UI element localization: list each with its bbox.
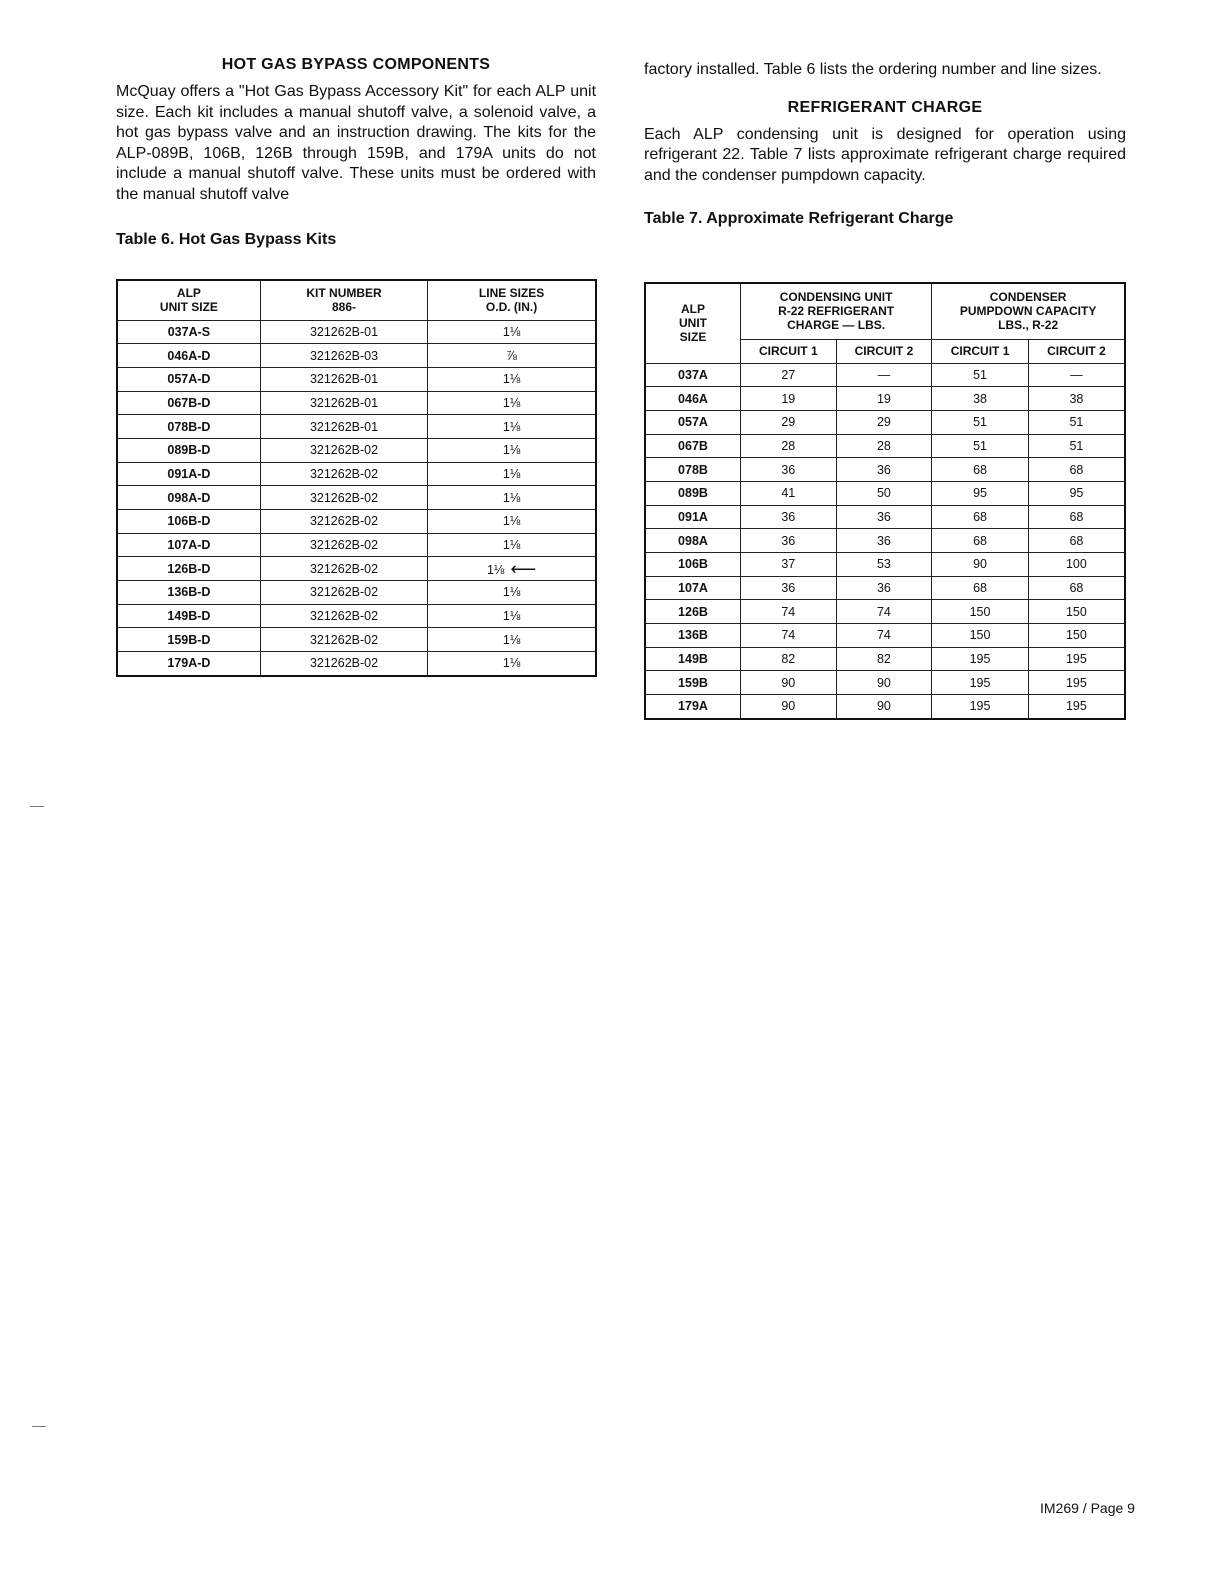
pump-c2-cell: 68: [1028, 458, 1125, 482]
header-text: 886-: [332, 300, 357, 315]
charge-c2-cell: 36: [836, 458, 932, 482]
refrigerant-charge-heading: REFRIGERANT CHARGE: [787, 98, 983, 116]
unit-cell: 159B: [645, 671, 740, 695]
hot-gas-bypass-heading: HOT GAS BYPASS COMPONENTS: [221, 56, 491, 73]
charge-c1-cell: 41: [740, 481, 836, 505]
charge-c2-cell: 74: [836, 600, 932, 624]
charge-c1-cell: 36: [740, 529, 836, 553]
kit-cell: 321262B-01: [260, 320, 427, 344]
paragraph-line: refrigerant 22. Table 7 lists approximate refrigerant charge: [644, 146, 1062, 163]
kit-cell: 321262B-01: [260, 391, 427, 415]
charge-c2-cell: 36: [836, 529, 932, 553]
table7-header-circuit1-pump: CIRCUIT 1: [932, 339, 1029, 363]
header-text: UNIT: [678, 316, 707, 331]
kit-cell: 321262B-02: [260, 557, 427, 581]
header-text: CHARGE — LBS.: [787, 318, 886, 333]
charge-c2-cell: 29: [836, 410, 932, 434]
unit-cell: 126B-D: [117, 557, 260, 581]
header-text: UNIT SIZE: [159, 300, 218, 315]
unit-cell: 046A: [645, 387, 740, 411]
unit-cell: 067B: [645, 434, 740, 458]
table-row: [117, 557, 596, 581]
kit-cell: 321262B-01: [260, 415, 427, 439]
size-cell: 1⅛: [428, 415, 596, 439]
kit-cell: 321262B-02: [260, 486, 427, 510]
table-row: [645, 600, 1125, 624]
charge-c1-cell: 19: [740, 387, 836, 411]
table7-header-pumpdown: [932, 283, 1125, 339]
charge-c1-cell: 82: [740, 647, 836, 671]
charge-c1-cell: 29: [740, 410, 836, 434]
pump-c2-cell: 51: [1028, 410, 1125, 434]
table-row: [645, 481, 1125, 505]
table-row: [645, 434, 1125, 458]
paragraph-line: McQuay offers a "Hot Gas Bypass Accessory Kit" for each: [116, 83, 532, 100]
pump-c2-cell: 150: [1028, 600, 1125, 624]
paragraph-line: Each ALP condensing unit is designed for operation using: [644, 125, 1126, 143]
table-row: [645, 695, 1125, 719]
header-text: O.D. (IN.): [485, 300, 538, 315]
size-cell: 1⅛: [428, 438, 596, 462]
size-cell: 1⅛: [428, 581, 596, 605]
charge-c1-cell: 90: [740, 695, 836, 719]
charge-c2-cell: 50: [836, 481, 932, 505]
charge-c1-cell: 36: [740, 576, 836, 600]
kit-cell: 321262B-02: [260, 604, 427, 628]
unit-cell: 067B-D: [117, 391, 260, 415]
table-row: [645, 505, 1125, 529]
table-row: [117, 581, 596, 605]
header-text: ALP: [680, 302, 705, 317]
unit-cell: 078B: [645, 458, 740, 482]
table-row: [117, 438, 596, 462]
paragraph-line: drawing. The kits for the ALP-089B, 106B, 126B through: [116, 124, 596, 162]
header-text: PUMPDOWN CAPACITY: [959, 304, 1097, 319]
unit-cell: 106B: [645, 553, 740, 577]
size-cell: 1⅛: [428, 604, 596, 628]
kit-cell: 321262B-02: [260, 462, 427, 486]
table-row: [117, 628, 596, 652]
unit-cell: 037A: [645, 363, 740, 387]
table6-header-unit: [117, 280, 260, 320]
size-cell: 1⅛: [428, 533, 596, 557]
pump-c2-cell: 95: [1028, 481, 1125, 505]
pump-c1-cell: 51: [932, 434, 1029, 458]
unit-cell: 126B: [645, 600, 740, 624]
size-cell: ⅞: [428, 344, 596, 368]
pump-c2-cell: —: [1028, 363, 1125, 387]
table-row: [117, 652, 596, 676]
table-row: [117, 391, 596, 415]
scan-artifact: [32, 1426, 46, 1427]
unit-cell: 037A-S: [117, 320, 260, 344]
table7-header-row: [645, 283, 1125, 339]
table7-header-circuit2-pump: CIRCUIT 2: [1028, 339, 1125, 363]
unit-cell: 136B-D: [117, 581, 260, 605]
arrow-left-icon: ⟵: [510, 558, 537, 579]
table7-title: Table 7. Approximate Refrigerant Charge: [644, 210, 954, 227]
table-row: [117, 320, 596, 344]
table-row: [645, 458, 1125, 482]
table7-header-condensing: [740, 283, 931, 339]
kit-cell: 321262B-01: [260, 367, 427, 391]
table-row: [117, 462, 596, 486]
charge-c1-cell: 90: [740, 671, 836, 695]
charge-c1-cell: 74: [740, 624, 836, 648]
size-cell: 1⅛: [428, 462, 596, 486]
unit-cell: 106B-D: [117, 510, 260, 534]
table6-title: Table 6. Hot Gas Bypass Kits: [116, 231, 337, 248]
charge-c2-cell: 90: [836, 671, 932, 695]
paragraph-line: required and the condenser pumpdown capacity.: [644, 146, 1126, 184]
right-column: [644, 56, 1126, 228]
pump-c2-cell: 38: [1028, 387, 1125, 411]
paragraph-line: sizes.: [1060, 61, 1102, 78]
header-text: CONDENSER: [989, 290, 1067, 305]
paragraph-line: ALP unit size. Each kit includes a manual shutoff valve, a: [116, 83, 597, 121]
pump-c2-cell: 195: [1028, 647, 1125, 671]
charge-c1-cell: 37: [740, 553, 836, 577]
unit-cell: 098A-D: [117, 486, 260, 510]
size-value: 1⅛: [486, 562, 505, 577]
kit-cell: 321262B-02: [260, 438, 427, 462]
table-row: [645, 387, 1125, 411]
pump-c1-cell: 68: [932, 529, 1029, 553]
size-cell: 1⅛: [428, 367, 596, 391]
kit-cell: 321262B-02: [260, 628, 427, 652]
unit-cell: 078B-D: [117, 415, 260, 439]
pump-c1-cell: 195: [932, 671, 1029, 695]
table-row: [117, 604, 596, 628]
unit-cell: 107A-D: [117, 533, 260, 557]
kit-cell: 321262B-02: [260, 533, 427, 557]
header-text: ALP: [176, 286, 201, 301]
pump-c2-cell: 195: [1028, 671, 1125, 695]
pump-c1-cell: 68: [932, 458, 1029, 482]
header-text: LINE SIZES: [478, 286, 545, 301]
table7-header-circuit2: CIRCUIT 2: [836, 339, 932, 363]
table-row: [645, 647, 1125, 671]
size-cell: 1⅛: [428, 486, 596, 510]
table6-header-kit: [260, 280, 427, 320]
header-text: LBS., R-22: [998, 318, 1059, 333]
kit-cell: 321262B-03: [260, 344, 427, 368]
pump-c1-cell: 90: [932, 553, 1029, 577]
pump-c2-cell: 51: [1028, 434, 1125, 458]
hot-gas-bypass-paragraph: [116, 82, 596, 205]
unit-cell: 091A-D: [117, 462, 260, 486]
intro-paragraph: [644, 60, 1126, 81]
header-text: SIZE: [679, 330, 707, 345]
table-row: [117, 486, 596, 510]
unit-cell: 046A-D: [117, 344, 260, 368]
header-text: CONDENSING UNIT: [779, 290, 893, 305]
unit-cell: 149B-D: [117, 604, 260, 628]
table6-hot-gas-bypass-kits: [116, 279, 597, 677]
table-row: [117, 367, 596, 391]
unit-cell: 179A-D: [117, 652, 260, 676]
pump-c1-cell: 150: [932, 600, 1029, 624]
charge-c1-cell: 28: [740, 434, 836, 458]
unit-cell: 136B: [645, 624, 740, 648]
table-row: [645, 624, 1125, 648]
left-column: [116, 56, 596, 249]
table-row: [117, 415, 596, 439]
page-footer: IM269 / Page 9: [1040, 1500, 1135, 1516]
pump-c1-cell: 68: [932, 505, 1029, 529]
unit-cell: 089B-D: [117, 438, 260, 462]
table6-header-line-sizes: [428, 280, 596, 320]
refrigerant-charge-paragraph: [644, 125, 1126, 187]
pump-c1-cell: 51: [932, 410, 1029, 434]
size-cell: [428, 557, 596, 581]
size-cell: 1⅛: [428, 652, 596, 676]
size-cell: 1⅛: [428, 391, 596, 415]
table6-header-row: [117, 280, 596, 320]
scan-artifact: [30, 806, 44, 807]
pump-c1-cell: 51: [932, 363, 1029, 387]
size-cell: 1⅛: [428, 320, 596, 344]
table7-refrigerant-charge: [644, 282, 1126, 720]
pump-c1-cell: 38: [932, 387, 1029, 411]
pump-c1-cell: 195: [932, 695, 1029, 719]
kit-cell: 321262B-02: [260, 510, 427, 534]
unit-cell: 107A: [645, 576, 740, 600]
table-row: [645, 363, 1125, 387]
charge-c2-cell: 36: [836, 505, 932, 529]
unit-cell: 091A: [645, 505, 740, 529]
pump-c1-cell: 68: [932, 576, 1029, 600]
table7-header-unit: [645, 283, 740, 363]
table-row: [117, 533, 596, 557]
table-row: [117, 344, 596, 368]
table-row: [117, 510, 596, 534]
pump-c1-cell: 95: [932, 481, 1029, 505]
charge-c1-cell: 27: [740, 363, 836, 387]
pump-c2-cell: 68: [1028, 529, 1125, 553]
charge-c2-cell: 36: [836, 576, 932, 600]
charge-c2-cell: —: [836, 363, 932, 387]
size-cell: 1⅛: [428, 510, 596, 534]
unit-cell: 149B: [645, 647, 740, 671]
pump-c2-cell: 68: [1028, 576, 1125, 600]
size-cell: 1⅛: [428, 628, 596, 652]
pump-c1-cell: 150: [932, 624, 1029, 648]
charge-c2-cell: 19: [836, 387, 932, 411]
pump-c2-cell: 68: [1028, 505, 1125, 529]
unit-cell: 057A: [645, 410, 740, 434]
pump-c2-cell: 100: [1028, 553, 1125, 577]
charge-c2-cell: 74: [836, 624, 932, 648]
unit-cell: 098A: [645, 529, 740, 553]
header-text: R-22 REFRIGERANT: [778, 304, 895, 319]
pump-c2-cell: 195: [1028, 695, 1125, 719]
table-row: [645, 553, 1125, 577]
unit-cell: 057A-D: [117, 367, 260, 391]
paragraph-line: solenoid valve, a hot gas bypass valve and an instruction: [116, 103, 596, 141]
charge-c2-cell: 90: [836, 695, 932, 719]
charge-c2-cell: 28: [836, 434, 932, 458]
paragraph-line: 159B, and 179A units do not include a manual shutoff valve.: [116, 144, 596, 182]
kit-cell: 321262B-02: [260, 581, 427, 605]
charge-c2-cell: 53: [836, 553, 932, 577]
table7-header-circuit1: CIRCUIT 1: [740, 339, 836, 363]
charge-c1-cell: 36: [740, 458, 836, 482]
pump-c1-cell: 195: [932, 647, 1029, 671]
unit-cell: 089B: [645, 481, 740, 505]
table-row: [645, 576, 1125, 600]
pump-c2-cell: 150: [1028, 624, 1125, 648]
table-row: [645, 410, 1125, 434]
charge-c1-cell: 74: [740, 600, 836, 624]
unit-cell: 179A: [645, 695, 740, 719]
paragraph-line: These units must be ordered with the manual shutoff valve: [116, 165, 597, 203]
kit-cell: 321262B-02: [260, 652, 427, 676]
paragraph-line: factory installed. Table 6 lists the ordering number and line: [644, 61, 1057, 78]
table-row: [645, 529, 1125, 553]
unit-cell: 159B-D: [117, 628, 260, 652]
header-text: KIT NUMBER: [306, 286, 382, 301]
charge-c2-cell: 82: [836, 647, 932, 671]
table-row: [645, 671, 1125, 695]
charge-c1-cell: 36: [740, 505, 836, 529]
